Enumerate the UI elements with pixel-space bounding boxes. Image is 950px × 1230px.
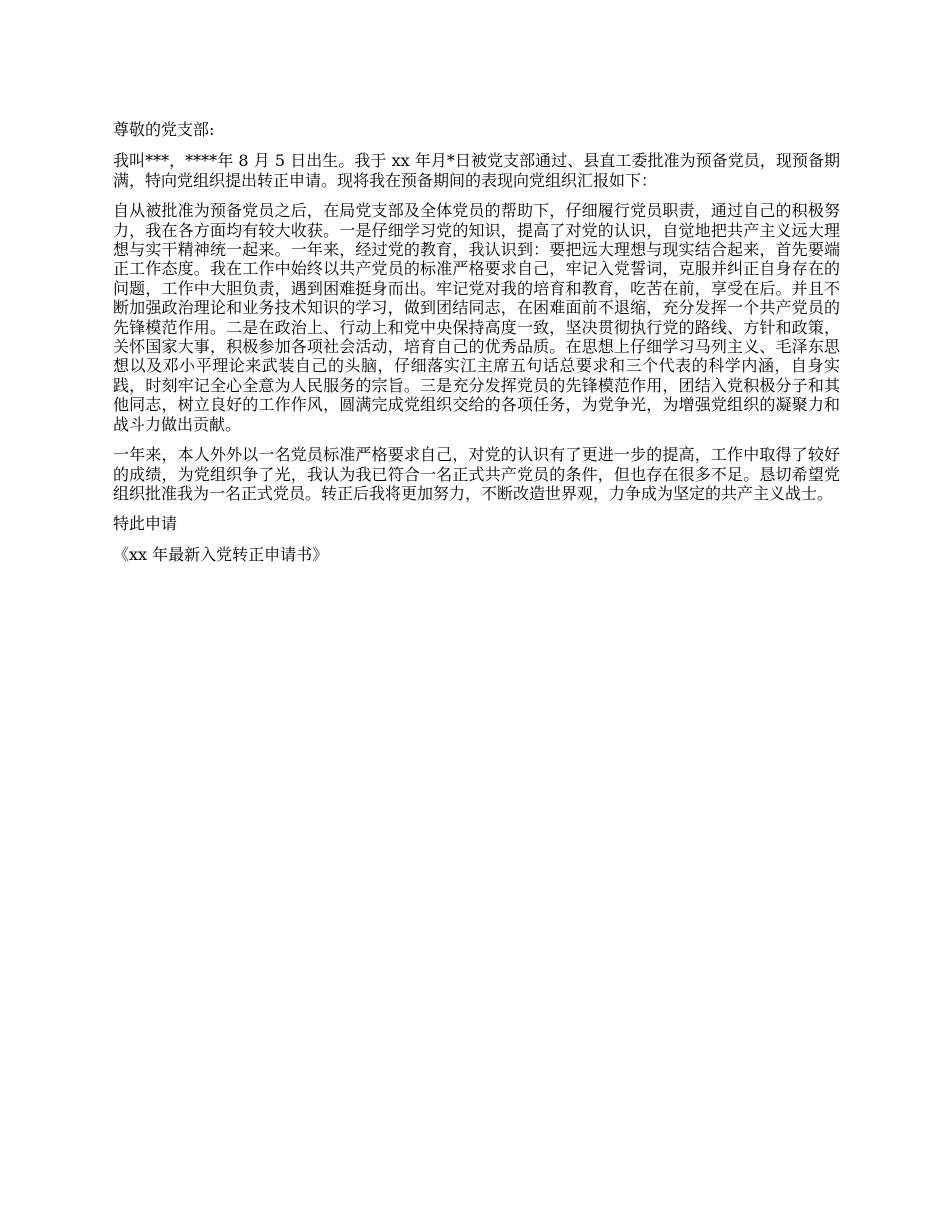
footer-title: 《xx 年最新入党转正申请书》 (113, 544, 329, 564)
salutation: 尊敬的党支部: (113, 120, 215, 139)
paragraph-intro: 我叫***，****年 8 月 5 日出生。我于 xx 年月*日被党支部通过、县直工委批准为预备党员，现预备期满，特向党组织提出转正申请。现将我在预备期间的表现向党组织汇报如下： (113, 151, 840, 190)
document-page (113, 120, 840, 575)
closing-line: 特此申请 (113, 514, 178, 534)
paragraph-conclusion: 一年来，本人外外以一名党员标准严格要求自己，对党的认识有了更进一步的提高，工作中取得了较好的成绩，为党组织争了光，我认为我已符合一名正式共产党员的条件，但也存在很多不足。恳切希望党组织批准我为一名正式党员。转正后我将更加努力，不断改造世界观，力争成为坚定的共产主义战士。 (113, 445, 840, 503)
paragraph-body: 自从被批准为预备党员之后，在局党支部及全体党员的帮助下，仔细履行党员职责，通过自己的积极努力，我在各方面均有较大收获。一是仔细学习党的知识，提高了对党的认识，自觉地把共产主义远大理想与实干精神统一起来。一年来，经过党的教育，我认识到：要把远大理想与现实结合起来，首先要端正工作态度。我在工作中始终以共产党员的标准严格要求自己，牢记入党誓词，克服并纠正自身存在的问题，工作中大胆负责，遇到困难挺身而出。牢记党对我的培育和教育，吃苦在前，享受在后。并且不断加强政治理论和业务技术知识的学习，做到团结同志，在困难面前不退缩，充分发挥一个共产党员的先锋模范作用。二是在政治上、行动上和党中央保持高度一致，坚决贯彻执行党的路线、方针和政策，关怀国家大事，积极参加各项社会活动，培育自己的优秀品质。在思想上仔细学习马列主义、毛泽东思想以及邓小平理论来武装自己的头脑，仔细落实江主席五句话总要求和三个代表的科学内涵，自身实践，时刻牢记全心全意为人民服务的宗旨。三是充分发挥党员的先锋模范作用，团结入党积极分子和其他同志，树立良好的工作作风，圆满完成党组织交给的各项任务，为党争光，为增强党组织的凝聚力和战斗力做出贡献。 (113, 201, 840, 434)
